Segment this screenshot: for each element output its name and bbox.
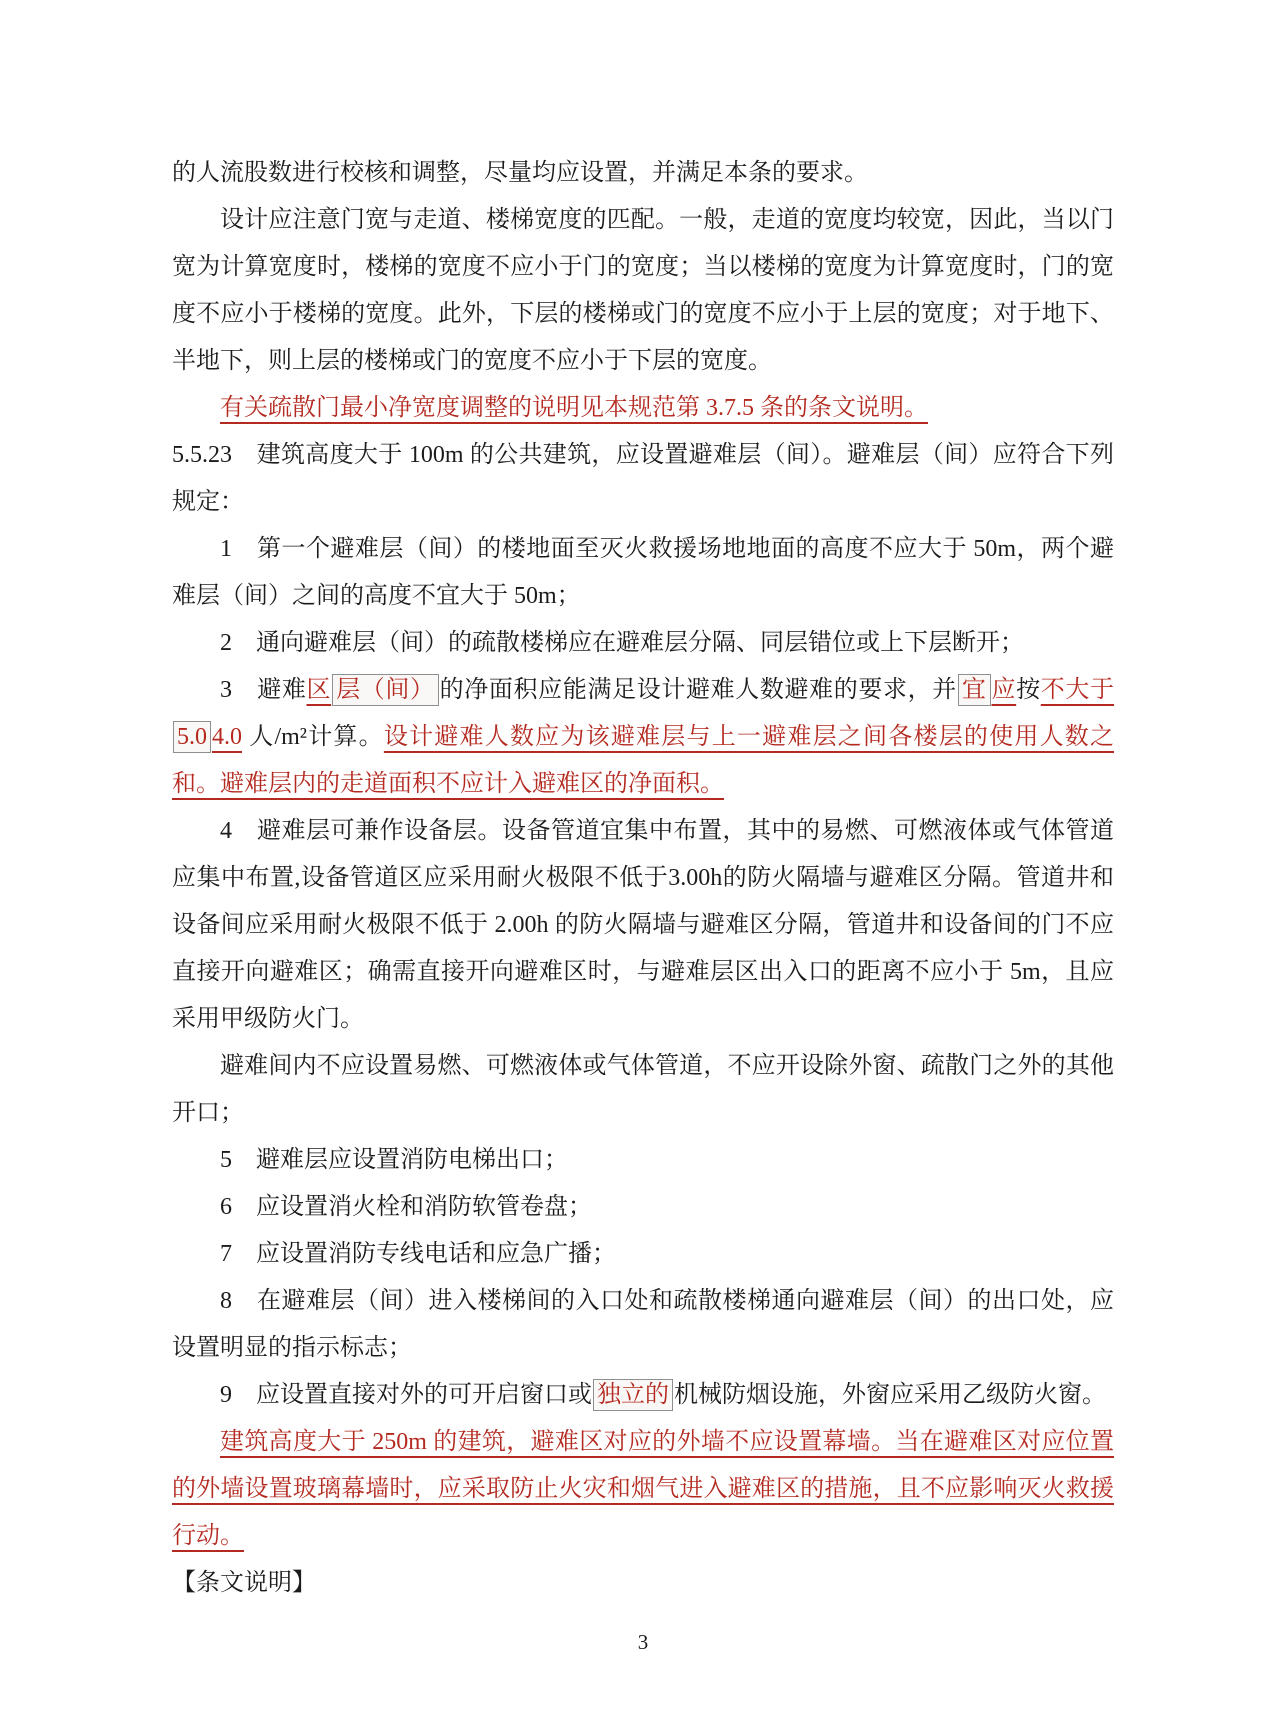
text-run: 5.5.23 建筑高度大于 100m 的公共建筑，应设置避难层（间）。避难层（间）应符合下列规定： [172, 442, 1114, 515]
text-run: 的人流股数进行校核和调整，尽量均应设置，并满足本条的要求。 [172, 160, 868, 186]
item-5 [172, 1137, 1114, 1184]
page-number: 3 [637, 1630, 649, 1654]
para-explanation-heading [172, 1560, 1114, 1607]
text-run: 1 第一个避难层（间）的楼地面至灭火救援场地地面的高度不应大于 50m，两个避难层（间）之间的高度不宜大于 50m； [172, 536, 1114, 609]
item-8 [172, 1278, 1114, 1372]
text-run: 9 应设置直接对外的可开启窗口或 [220, 1382, 592, 1408]
deleted-text: 独立的 [593, 1379, 673, 1411]
text-run: 8 在避难层（间）进入楼梯间的入口处和疏散楼梯通向避难层（间）的出口处，应设置明显的指示标志； [172, 1288, 1114, 1361]
item-2 [172, 620, 1114, 667]
item-1 [172, 526, 1114, 620]
item-4 [172, 808, 1114, 1043]
text-run: 避难间内不应设置易燃、可燃液体或气体管道，不应开设除外窗、疏散门之外的其他开口； [172, 1053, 1114, 1126]
para-refuge-room-openings [172, 1043, 1114, 1137]
text-run: 【条文说明】 [172, 1570, 316, 1596]
text-run: 的净面积应能满足设计避难人数避难的要求，并 [439, 677, 957, 703]
item-9 [172, 1372, 1114, 1419]
text-run: 7 应设置消防专线电话和应急广播； [220, 1241, 616, 1267]
deleted-text: 层（间） [332, 674, 439, 706]
inserted-text: 建筑高度大于 250m 的建筑，避难区对应的外墙不应设置幕墙。当在避难区对应位置的外墙设置玻璃幕墙时，应采取防止火灾和烟气进入避难区的措施，且不应影响灭火救援行动。 [172, 1429, 1114, 1549]
text-run: 2 通向避难层（间）的疏散楼梯应在避难层分隔、同层错位或上下层断开； [220, 630, 1024, 656]
para-curtain-wall-250m [172, 1419, 1114, 1560]
text-run: 人/m²计算。 [242, 724, 384, 750]
item-7 [172, 1231, 1114, 1278]
para-continuation-from-prev-page [172, 150, 1114, 197]
item-3 [172, 667, 1114, 808]
inserted-text: 有关疏散门最小净宽度调整的说明见本规范第 3.7.5 条的条文说明。 [220, 395, 928, 421]
para-note-ref-3-7-5 [172, 385, 1114, 432]
item-6 [172, 1184, 1114, 1231]
inserted-text: 设计避难人数应为该避难层与上一避难层之间各楼层的使用人数之和。避难层内的走道面积不应计入避难区的净面积。 [172, 724, 1115, 797]
para-door-width-matching [172, 197, 1114, 385]
deleted-text: 宜 [958, 674, 991, 706]
clause-5-5-23-intro [172, 432, 1114, 526]
text-run: 设计应注意门宽与走道、楼梯宽度的匹配。一般，走道的宽度均较宽，因此，当以门宽为计算宽度时，楼梯的宽度不应小于门的宽度；当以楼梯的宽度为计算宽度时，门的宽度不应小于楼梯的宽度。此外，下层的楼梯或门的宽度不应小于上层的宽度；对于地下、半地下，则上层的楼梯或门的宽度不应小于下层的宽度。 [172, 207, 1114, 374]
text-run: 4 避难层可兼作设备层。设备管道宜集中布置，其中的易燃、可燃液体或气体管道应集中布置,设备管道区应采用耐火极限不低于3.00h的防火隔墙与避难区分隔。管道井和设备间应采用耐火极限不低于 2.00h 的防火隔墙与避难区分隔，管道井和设备间的门不应直接开向避难区；确需直接开向避难区时，与避难层区出入口的距离不应小于 5m，且应采用甲级防火门。 [172, 818, 1114, 1032]
text-run: 3 避难 [220, 677, 307, 703]
inserted-text: 区 [306, 677, 332, 703]
text-run: 机械防烟设施，外窗应采用乙级防火窗。 [674, 1382, 1106, 1408]
deleted-text: 5.0 [173, 721, 211, 753]
text-run: 5 避难层应设置消防电梯出口； [220, 1147, 568, 1173]
document-body [172, 150, 1114, 1607]
inserted-text: 不大于 [1040, 677, 1115, 703]
text-run: 按 [1016, 677, 1041, 703]
inserted-text: 应 [991, 677, 1017, 703]
page-footer [172, 1619, 1114, 1666]
text-run: 6 应设置消火栓和消防软管卷盘； [220, 1194, 592, 1220]
inserted-text: 4.0 [212, 724, 242, 750]
